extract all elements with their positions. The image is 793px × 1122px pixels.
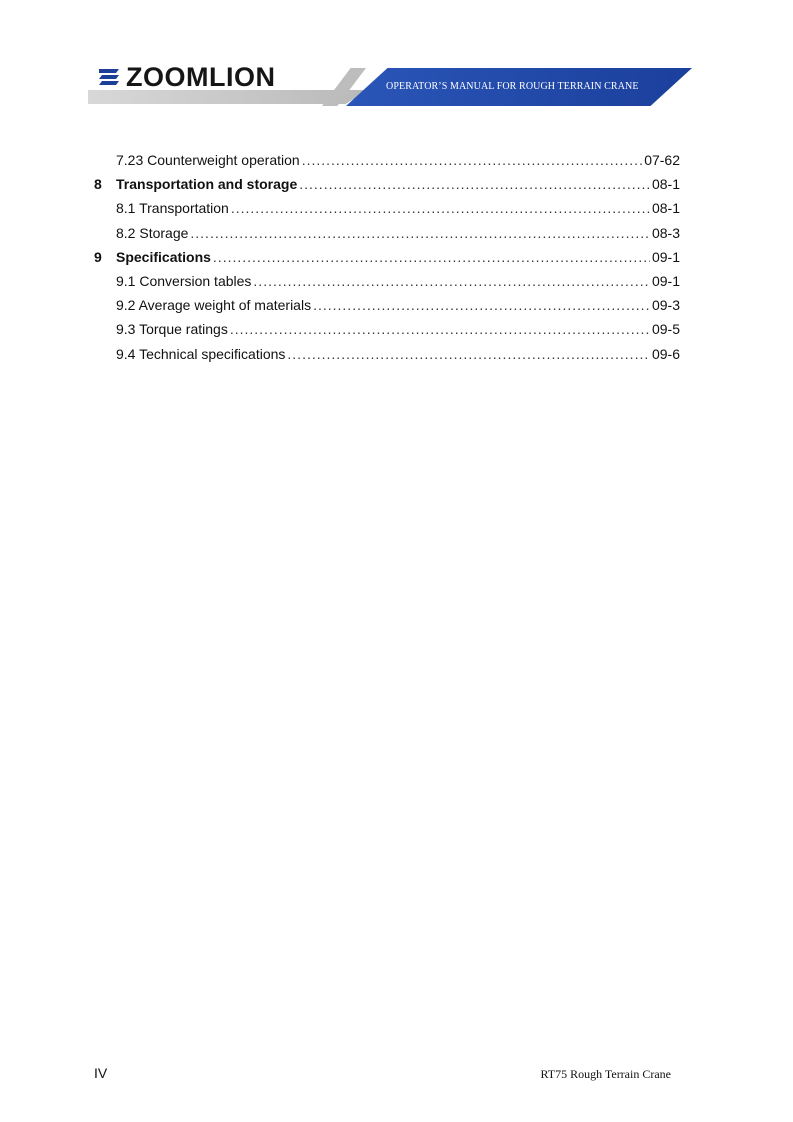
zoomlion-logo-icon [96, 64, 122, 90]
toc-page-number: 09-6 [651, 345, 680, 362]
toc-entry-title: 9.4 Technical specifications [116, 345, 286, 362]
footer-page-number: IV [94, 1065, 108, 1081]
toc-chapter-number: 9 [94, 248, 102, 265]
toc-chapter-number: 8 [94, 176, 102, 193]
toc-leader-dots [287, 342, 650, 366]
toc-leader-dots [302, 148, 643, 172]
toc-entry-title: 9.3 Torque ratings [116, 321, 228, 338]
toc-row [90, 221, 680, 245]
toc-row [90, 245, 680, 269]
toc-row [90, 148, 680, 172]
toc-entry-title: 9.2 Average weight of materials [116, 297, 312, 314]
toc-entry-title: Transportation and storage [116, 176, 298, 193]
toc-leader-dots [231, 196, 650, 220]
toc-entry-title: 8.2 Storage [116, 224, 189, 241]
toc-page-number: 08-1 [651, 200, 680, 217]
toc-row [90, 196, 680, 220]
toc-page-number: 07-62 [644, 152, 680, 168]
toc-row [90, 172, 680, 196]
toc-page-number: 08-1 [651, 176, 680, 193]
toc-row [90, 317, 680, 341]
toc-page-number: 09-3 [651, 297, 680, 314]
toc-row [90, 269, 680, 293]
zoomlion-logo [96, 62, 275, 92]
toc-entry-title: 7.23 Counterweight operation [116, 152, 300, 168]
toc-page-number: 09-1 [651, 248, 680, 265]
toc-row [90, 293, 680, 317]
header-banner-text: OPERATOR’S MANUAL FOR ROUGH TERRAIN CRANE [386, 81, 639, 92]
toc-leader-dots [299, 172, 650, 196]
toc-entry-title: Specifications [116, 248, 211, 265]
toc-page-number: 09-5 [651, 321, 680, 338]
toc-page-number: 09-1 [651, 272, 680, 289]
toc-page-number: 08-3 [651, 224, 680, 241]
toc-entry-title: 8.1 Transportation [116, 200, 229, 217]
toc-leader-dots [253, 269, 650, 293]
toc-leader-dots [313, 293, 650, 317]
toc-leader-dots [213, 245, 650, 269]
toc-leader-dots [190, 221, 650, 245]
footer-document-title: RT75 Rough Terrain Crane [540, 1067, 671, 1081]
toc-leader-dots [230, 317, 650, 341]
toc-entry-title: 9.1 Conversion tables [116, 272, 252, 289]
table-of-contents [90, 148, 680, 366]
toc-row [90, 342, 680, 366]
brand-name: ZOOMLION [126, 61, 276, 92]
page-header [0, 0, 793, 120]
